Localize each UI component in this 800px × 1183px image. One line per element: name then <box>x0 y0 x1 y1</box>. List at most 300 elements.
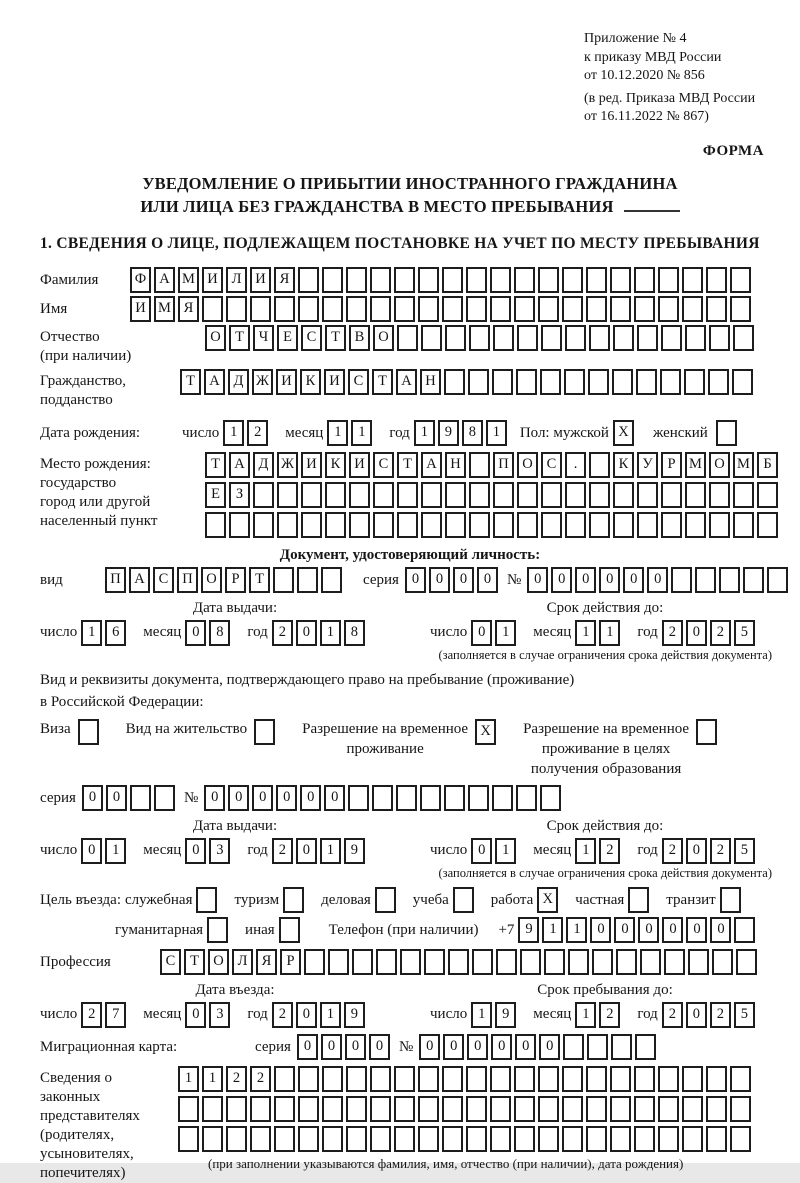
char-box[interactable] <box>418 1126 439 1152</box>
char-box[interactable] <box>613 482 634 508</box>
char-box[interactable]: Я <box>256 949 277 975</box>
char-box[interactable] <box>373 482 394 508</box>
char-box[interactable] <box>349 482 370 508</box>
char-box[interactable]: 1 <box>486 420 507 446</box>
char-box[interactable] <box>706 296 727 322</box>
char-box[interactable] <box>637 512 658 538</box>
char-box[interactable]: 0 <box>471 838 492 864</box>
char-box[interactable]: 0 <box>405 567 426 593</box>
char-box[interactable]: 0 <box>623 567 644 593</box>
char-box[interactable] <box>277 512 298 538</box>
char-box[interactable]: 8 <box>344 620 365 646</box>
char-box[interactable] <box>418 296 439 322</box>
char-box[interactable] <box>469 452 490 478</box>
char-box[interactable]: 1 <box>575 620 596 646</box>
char-box[interactable] <box>538 296 559 322</box>
char-box[interactable]: 0 <box>686 917 707 943</box>
char-box[interactable] <box>322 267 343 293</box>
char-box[interactable] <box>226 1096 247 1122</box>
char-box[interactable] <box>730 1066 751 1092</box>
char-box[interactable]: С <box>541 452 562 478</box>
char-box[interactable] <box>304 949 325 975</box>
char-box[interactable] <box>196 887 217 913</box>
char-box[interactable]: 1 <box>495 838 516 864</box>
char-box[interactable]: А <box>154 267 175 293</box>
char-box[interactable] <box>610 1066 631 1092</box>
char-box[interactable]: 2 <box>599 1002 620 1028</box>
char-box[interactable]: 0 <box>662 917 683 943</box>
char-box[interactable]: Т <box>249 567 270 593</box>
char-box[interactable]: Т <box>372 369 393 395</box>
char-box[interactable] <box>730 296 751 322</box>
char-box[interactable] <box>448 949 469 975</box>
char-box[interactable] <box>130 785 151 811</box>
char-box[interactable] <box>420 785 441 811</box>
char-box[interactable] <box>706 1066 727 1092</box>
char-box[interactable]: 2 <box>226 1066 247 1092</box>
char-box[interactable] <box>628 887 649 913</box>
char-box[interactable]: М <box>685 452 706 478</box>
char-box[interactable]: Т <box>184 949 205 975</box>
char-box[interactable] <box>346 1066 367 1092</box>
char-box[interactable] <box>716 420 737 446</box>
char-box[interactable]: 0 <box>471 620 492 646</box>
char-box[interactable]: 1 <box>495 620 516 646</box>
char-box[interactable] <box>301 482 322 508</box>
char-box[interactable] <box>376 949 397 975</box>
char-box[interactable]: 9 <box>344 838 365 864</box>
char-box[interactable] <box>538 1126 559 1152</box>
char-box[interactable]: Д <box>228 369 249 395</box>
char-box[interactable] <box>587 1034 608 1060</box>
char-box[interactable]: Р <box>280 949 301 975</box>
char-box[interactable] <box>610 296 631 322</box>
char-box[interactable]: 2 <box>81 1002 102 1028</box>
char-box[interactable] <box>490 267 511 293</box>
char-box[interactable] <box>658 1096 679 1122</box>
char-box[interactable] <box>682 1096 703 1122</box>
char-box[interactable] <box>514 296 535 322</box>
char-box[interactable] <box>492 369 513 395</box>
char-box[interactable] <box>586 296 607 322</box>
char-box[interactable] <box>468 785 489 811</box>
char-box[interactable] <box>274 1066 295 1092</box>
char-box[interactable] <box>325 482 346 508</box>
char-box[interactable] <box>671 567 692 593</box>
char-box[interactable] <box>613 325 634 351</box>
char-box[interactable] <box>472 949 493 975</box>
char-box[interactable] <box>586 1126 607 1152</box>
char-box[interactable] <box>564 369 585 395</box>
char-box[interactable] <box>541 512 562 538</box>
char-box[interactable] <box>178 1096 199 1122</box>
char-box[interactable]: Я <box>178 296 199 322</box>
char-box[interactable] <box>734 917 755 943</box>
char-box[interactable]: 1 <box>320 838 341 864</box>
char-box[interactable] <box>424 949 445 975</box>
char-box[interactable] <box>719 567 740 593</box>
char-box[interactable] <box>538 1096 559 1122</box>
char-box[interactable] <box>733 512 754 538</box>
char-box[interactable]: Б <box>757 452 778 478</box>
char-box[interactable] <box>492 785 513 811</box>
char-box[interactable]: 5 <box>734 1002 755 1028</box>
char-box[interactable]: X <box>537 887 558 913</box>
char-box[interactable]: 0 <box>369 1034 390 1060</box>
char-box[interactable]: 0 <box>467 1034 488 1060</box>
char-box[interactable] <box>370 296 391 322</box>
char-box[interactable]: 3 <box>209 1002 230 1028</box>
char-box[interactable] <box>250 1096 271 1122</box>
char-box[interactable] <box>202 296 223 322</box>
char-box[interactable]: О <box>205 325 226 351</box>
char-box[interactable] <box>682 267 703 293</box>
char-box[interactable] <box>706 1096 727 1122</box>
char-box[interactable] <box>253 512 274 538</box>
char-box[interactable] <box>301 512 322 538</box>
char-box[interactable]: 0 <box>686 620 707 646</box>
char-box[interactable] <box>757 512 778 538</box>
char-box[interactable] <box>394 1096 415 1122</box>
char-box[interactable] <box>444 369 465 395</box>
char-box[interactable]: 0 <box>710 917 731 943</box>
char-box[interactable] <box>445 512 466 538</box>
char-box[interactable]: В <box>349 325 370 351</box>
char-box[interactable] <box>733 325 754 351</box>
char-box[interactable]: К <box>325 452 346 478</box>
char-box[interactable]: 0 <box>539 1034 560 1060</box>
char-box[interactable]: Н <box>420 369 441 395</box>
char-box[interactable]: X <box>475 719 496 745</box>
char-box[interactable] <box>709 325 730 351</box>
char-box[interactable] <box>396 785 417 811</box>
char-box[interactable]: 0 <box>324 785 345 811</box>
char-box[interactable] <box>634 296 655 322</box>
char-box[interactable] <box>370 1096 391 1122</box>
char-box[interactable]: М <box>733 452 754 478</box>
char-box[interactable]: 2 <box>272 620 293 646</box>
char-box[interactable] <box>736 949 757 975</box>
char-box[interactable]: 1 <box>320 620 341 646</box>
char-box[interactable] <box>562 1126 583 1152</box>
char-box[interactable]: 0 <box>575 567 596 593</box>
char-box[interactable]: Т <box>325 325 346 351</box>
char-box[interactable]: Н <box>445 452 466 478</box>
char-box[interactable] <box>636 369 657 395</box>
char-box[interactable]: 1 <box>327 420 348 446</box>
char-box[interactable] <box>616 949 637 975</box>
char-box[interactable]: 0 <box>228 785 249 811</box>
char-box[interactable] <box>274 1096 295 1122</box>
char-box[interactable] <box>298 296 319 322</box>
char-box[interactable]: 0 <box>477 567 498 593</box>
char-box[interactable] <box>730 1126 751 1152</box>
char-box[interactable]: 5 <box>734 620 755 646</box>
char-box[interactable] <box>563 1034 584 1060</box>
char-box[interactable] <box>688 949 709 975</box>
char-box[interactable]: И <box>349 452 370 478</box>
char-box[interactable] <box>637 482 658 508</box>
char-box[interactable] <box>493 512 514 538</box>
char-box[interactable] <box>589 452 610 478</box>
char-box[interactable]: Л <box>232 949 253 975</box>
char-box[interactable] <box>298 1096 319 1122</box>
char-box[interactable]: 0 <box>296 838 317 864</box>
char-box[interactable]: С <box>160 949 181 975</box>
char-box[interactable] <box>637 325 658 351</box>
char-box[interactable]: 8 <box>209 620 230 646</box>
char-box[interactable]: 0 <box>443 1034 464 1060</box>
char-box[interactable]: 2 <box>599 838 620 864</box>
char-box[interactable]: . <box>565 452 586 478</box>
char-box[interactable]: 0 <box>345 1034 366 1060</box>
char-box[interactable]: 0 <box>638 917 659 943</box>
char-box[interactable] <box>640 949 661 975</box>
char-box[interactable] <box>394 267 415 293</box>
char-box[interactable] <box>562 1066 583 1092</box>
char-box[interactable]: 2 <box>662 838 683 864</box>
char-box[interactable] <box>370 1126 391 1152</box>
char-box[interactable]: Ф <box>130 267 151 293</box>
char-box[interactable] <box>346 1126 367 1152</box>
char-box[interactable]: 0 <box>686 1002 707 1028</box>
char-box[interactable] <box>493 482 514 508</box>
char-box[interactable]: 1 <box>414 420 435 446</box>
char-box[interactable] <box>562 296 583 322</box>
char-box[interactable] <box>372 785 393 811</box>
char-box[interactable]: 0 <box>515 1034 536 1060</box>
char-box[interactable] <box>453 887 474 913</box>
char-box[interactable] <box>418 1066 439 1092</box>
char-box[interactable]: Т <box>205 452 226 478</box>
char-box[interactable]: 0 <box>106 785 127 811</box>
char-box[interactable] <box>685 482 706 508</box>
char-box[interactable]: 2 <box>247 420 268 446</box>
char-box[interactable] <box>400 949 421 975</box>
char-box[interactable] <box>610 1096 631 1122</box>
char-box[interactable]: 2 <box>710 838 731 864</box>
char-box[interactable] <box>274 296 295 322</box>
char-box[interactable] <box>421 325 442 351</box>
char-box[interactable] <box>540 369 561 395</box>
char-box[interactable] <box>565 482 586 508</box>
char-box[interactable] <box>322 1096 343 1122</box>
char-box[interactable] <box>610 1126 631 1152</box>
char-box[interactable]: А <box>204 369 225 395</box>
char-box[interactable]: О <box>373 325 394 351</box>
char-box[interactable]: 1 <box>542 917 563 943</box>
char-box[interactable]: Е <box>277 325 298 351</box>
char-box[interactable]: 2 <box>710 1002 731 1028</box>
char-box[interactable] <box>565 512 586 538</box>
char-box[interactable]: 2 <box>710 620 731 646</box>
char-box[interactable]: Я <box>274 267 295 293</box>
char-box[interactable]: 0 <box>296 1002 317 1028</box>
char-box[interactable] <box>466 267 487 293</box>
char-box[interactable] <box>328 949 349 975</box>
char-box[interactable]: 2 <box>272 838 293 864</box>
char-box[interactable] <box>349 512 370 538</box>
char-box[interactable] <box>757 482 778 508</box>
char-box[interactable]: О <box>208 949 229 975</box>
char-box[interactable] <box>634 1066 655 1092</box>
char-box[interactable]: К <box>613 452 634 478</box>
char-box[interactable]: 1 <box>599 620 620 646</box>
char-box[interactable]: 0 <box>429 567 450 593</box>
char-box[interactable] <box>298 1066 319 1092</box>
char-box[interactable] <box>516 785 537 811</box>
char-box[interactable]: 1 <box>566 917 587 943</box>
char-box[interactable]: Т <box>180 369 201 395</box>
char-box[interactable]: 0 <box>551 567 572 593</box>
char-box[interactable]: 0 <box>419 1034 440 1060</box>
char-box[interactable]: 1 <box>471 1002 492 1028</box>
char-box[interactable]: 9 <box>438 420 459 446</box>
char-box[interactable] <box>348 785 369 811</box>
char-box[interactable] <box>442 1126 463 1152</box>
char-box[interactable]: 0 <box>453 567 474 593</box>
char-box[interactable]: 0 <box>252 785 273 811</box>
char-box[interactable]: 0 <box>527 567 548 593</box>
char-box[interactable] <box>732 369 753 395</box>
char-box[interactable] <box>568 949 589 975</box>
char-box[interactable] <box>695 567 716 593</box>
char-box[interactable] <box>730 1096 751 1122</box>
char-box[interactable] <box>469 482 490 508</box>
char-box[interactable]: 2 <box>662 620 683 646</box>
char-box[interactable] <box>346 296 367 322</box>
char-box[interactable] <box>421 482 442 508</box>
char-box[interactable] <box>370 1066 391 1092</box>
char-box[interactable] <box>254 719 275 745</box>
char-box[interactable]: 6 <box>105 620 126 646</box>
char-box[interactable]: С <box>301 325 322 351</box>
char-box[interactable] <box>589 512 610 538</box>
char-box[interactable] <box>708 369 729 395</box>
char-box[interactable] <box>466 1066 487 1092</box>
char-box[interactable]: Ж <box>277 452 298 478</box>
char-box[interactable] <box>658 1126 679 1152</box>
char-box[interactable] <box>226 296 247 322</box>
char-box[interactable] <box>394 1066 415 1092</box>
char-box[interactable]: К <box>300 369 321 395</box>
char-box[interactable] <box>517 512 538 538</box>
char-box[interactable] <box>684 369 705 395</box>
char-box[interactable] <box>375 887 396 913</box>
char-box[interactable] <box>611 1034 632 1060</box>
char-box[interactable]: 0 <box>296 620 317 646</box>
char-box[interactable]: 1 <box>178 1066 199 1092</box>
char-box[interactable] <box>709 512 730 538</box>
char-box[interactable] <box>514 1126 535 1152</box>
char-box[interactable] <box>445 325 466 351</box>
char-box[interactable] <box>493 325 514 351</box>
char-box[interactable]: 0 <box>614 917 635 943</box>
char-box[interactable] <box>634 1096 655 1122</box>
char-box[interactable]: Л <box>226 267 247 293</box>
char-box[interactable]: 0 <box>590 917 611 943</box>
char-box[interactable] <box>658 1066 679 1092</box>
char-box[interactable]: И <box>250 267 271 293</box>
char-box[interactable] <box>325 512 346 538</box>
char-box[interactable]: П <box>493 452 514 478</box>
char-box[interactable] <box>421 512 442 538</box>
char-box[interactable] <box>397 325 418 351</box>
char-box[interactable] <box>589 325 610 351</box>
char-box[interactable]: 0 <box>185 620 206 646</box>
char-box[interactable]: Р <box>225 567 246 593</box>
char-box[interactable]: 2 <box>250 1066 271 1092</box>
char-box[interactable] <box>658 267 679 293</box>
char-box[interactable] <box>661 325 682 351</box>
char-box[interactable] <box>346 267 367 293</box>
char-box[interactable] <box>207 917 228 943</box>
char-box[interactable] <box>466 296 487 322</box>
char-box[interactable] <box>696 719 717 745</box>
char-box[interactable] <box>520 949 541 975</box>
char-box[interactable]: И <box>202 267 223 293</box>
char-box[interactable] <box>274 1126 295 1152</box>
char-box[interactable] <box>397 512 418 538</box>
char-box[interactable] <box>469 325 490 351</box>
char-box[interactable]: 0 <box>491 1034 512 1060</box>
char-box[interactable]: А <box>129 567 150 593</box>
char-box[interactable]: О <box>201 567 222 593</box>
char-box[interactable] <box>297 567 318 593</box>
char-box[interactable] <box>490 296 511 322</box>
char-box[interactable]: С <box>373 452 394 478</box>
char-box[interactable] <box>661 512 682 538</box>
char-box[interactable] <box>444 785 465 811</box>
char-box[interactable] <box>634 1126 655 1152</box>
char-box[interactable]: О <box>709 452 730 478</box>
char-box[interactable] <box>202 1096 223 1122</box>
char-box[interactable]: 2 <box>662 1002 683 1028</box>
char-box[interactable] <box>706 1126 727 1152</box>
char-box[interactable] <box>298 1126 319 1152</box>
char-box[interactable]: З <box>229 482 250 508</box>
char-box[interactable] <box>586 1066 607 1092</box>
char-box[interactable]: 9 <box>495 1002 516 1028</box>
char-box[interactable]: И <box>130 296 151 322</box>
char-box[interactable] <box>468 369 489 395</box>
char-box[interactable] <box>712 949 733 975</box>
char-box[interactable] <box>682 296 703 322</box>
char-box[interactable]: 1 <box>575 838 596 864</box>
char-box[interactable]: М <box>178 267 199 293</box>
char-box[interactable]: 0 <box>185 1002 206 1028</box>
char-box[interactable] <box>612 369 633 395</box>
char-box[interactable] <box>321 567 342 593</box>
char-box[interactable] <box>346 1096 367 1122</box>
char-box[interactable] <box>517 482 538 508</box>
char-box[interactable]: 0 <box>300 785 321 811</box>
char-box[interactable] <box>273 567 294 593</box>
char-box[interactable]: 1 <box>575 1002 596 1028</box>
char-box[interactable] <box>202 1126 223 1152</box>
char-box[interactable]: 7 <box>105 1002 126 1028</box>
char-box[interactable] <box>658 296 679 322</box>
char-box[interactable]: 3 <box>209 838 230 864</box>
char-box[interactable] <box>635 1034 656 1060</box>
char-box[interactable] <box>394 1126 415 1152</box>
char-box[interactable] <box>540 785 561 811</box>
char-box[interactable] <box>229 512 250 538</box>
char-box[interactable] <box>322 1126 343 1152</box>
char-box[interactable]: И <box>276 369 297 395</box>
char-box[interactable] <box>466 1126 487 1152</box>
char-box[interactable] <box>660 369 681 395</box>
